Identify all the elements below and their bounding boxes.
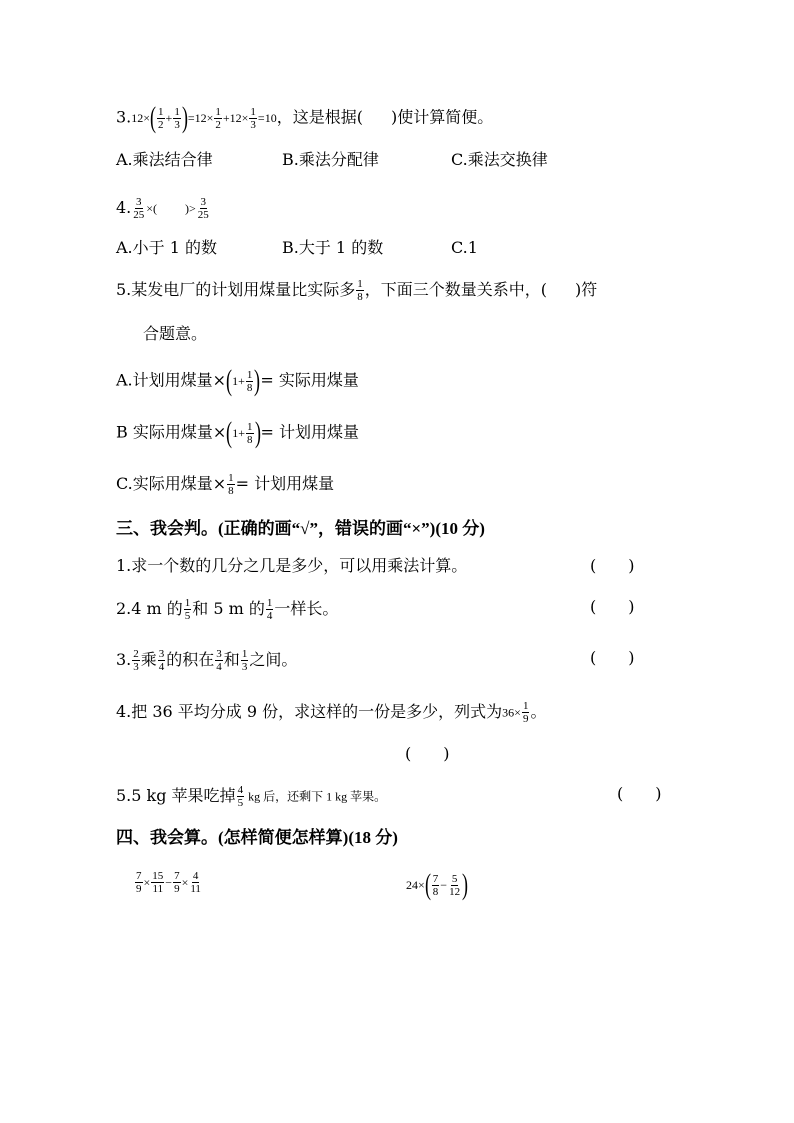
judge-item-3: 3. $\frac{2}{3}$ 乘 $\frac{3}{4}$ 的积在 $\frac{3}{4}$ 和 $\frac{1}{3}$ 之间。 [116,648,298,673]
judge-item-1: 1.求一个数的几分之几是多少，可以用乘法计算。 [116,556,468,575]
q4-number: 4. [116,198,132,217]
q5-text: )符 [575,280,598,299]
q3-option-b[interactable]: B.乘法分配律 [282,150,379,169]
q3-frac: $\frac{1}{2}$ [215,105,221,131]
q5-option-b[interactable]: B 实际用煤量×(1+ $\frac{1}{8}$ )= 计划用煤量 [116,416,360,449]
q5-text: ，下面三个数量关系中，( [364,280,548,299]
q4-frac: $\frac{3}{25}$ [197,196,209,221]
q3-frac: $\frac{1}{2}$ [158,105,164,131]
judge-bracket-5[interactable]: ( ) [617,784,662,803]
q3-frac: $\frac{1}{3}$ [250,105,256,131]
q4-expr: ×( [146,201,158,216]
q3-text: ，这是根据( [276,107,363,127]
q3-option-c[interactable]: C.乘法交换律 [451,150,548,169]
judge-bracket-2[interactable]: ( ) [590,597,635,616]
q4-option-b[interactable]: B.大于 1 的数 [282,238,384,257]
q4-expr: )> [185,201,196,216]
q5-option-a[interactable]: A.计划用煤量×(1+ $\frac{1}{8}$ )= 实际用煤量 [116,364,359,397]
q3-number: 3. [116,107,132,127]
judge-item-5: 5.5 kg 苹果吃掉 $\frac{4}{5}$ kg 后，还剩下 1 kg 苹果。 [116,784,387,809]
judge-bracket-1[interactable]: ( ) [590,556,635,575]
q5-frac: $\frac{1}{8}$ [357,278,363,303]
q4-option-c[interactable]: C.1 [451,238,478,257]
q3-frac: $\frac{1}{3}$ [174,105,180,131]
q3-expr: =10 [257,111,277,125]
q5-continuation: 合题意。 [143,324,208,343]
judge-item-2: 2.4 m 的 $\frac{1}{5}$ 和 5 m 的 $\frac{1}{4}$ 一样长。 [116,597,339,622]
judge-bracket-4[interactable]: ( ) [405,744,450,763]
q5-option-c[interactable]: C.实际用煤量× $\frac{1}{8}$ = 计划用煤量 [116,472,335,497]
q3-expr: 12 [131,111,144,125]
q5-line [116,278,597,303]
judge-bracket-3[interactable]: ( ) [590,648,635,667]
q3-paren-right: ) [181,101,188,134]
q3-expr: × [143,111,151,125]
q5-text: 5.某发电厂的计划用煤量比实际多 [116,280,356,299]
q3-expr: =12× [187,111,214,125]
judge-item-4: 4.把 36 平均分成 9 份，求这样的一份是多少，列式为36× $\frac{1}{9}$ 。 [116,700,547,725]
q3-paren-left: ( [150,101,157,134]
q3-expr: +12× [222,111,249,125]
q3-option-a[interactable]: A.乘法结合律 [116,150,213,169]
q4-line [116,196,211,221]
q3-expr: + [165,111,173,125]
q4-frac: $\frac{3}{25}$ [133,196,145,221]
calc-expression-2: 24×( $\frac{7}{8}$ − $\frac{5}{12}$ ) [406,868,469,901]
q4-option-a[interactable]: A.小于 1 的数 [116,238,217,257]
calc-expression-1: $\frac{7}{9}$ × $\frac{15}{11}$ − $\frac{7}{9}$ × $\frac{4}{11}$ [136,870,201,895]
q3-text: )使计算简便。 [390,107,494,127]
section-3-title: 三、我会判。(正确的画“√”，错误的画“×”)(10 分) [116,519,485,538]
section-4-title: 四、我会算。(怎样简便怎样算)(18 分) [116,828,398,847]
q3-line [116,103,493,133]
